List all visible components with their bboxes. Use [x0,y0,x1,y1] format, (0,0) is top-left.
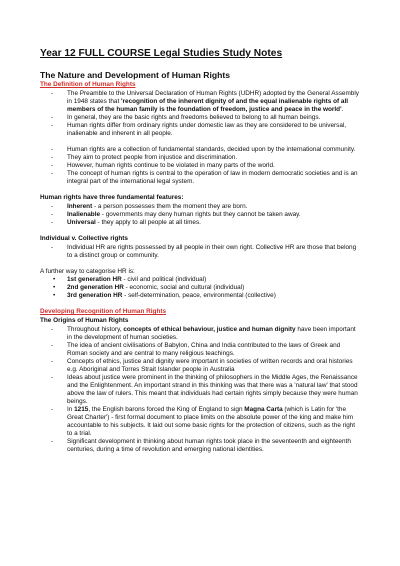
generations-list [40,276,360,300]
list-item: - However, human rights continue to be violated in many parts of the world. [40,162,360,170]
features-list [40,203,360,227]
subheading-definition: The Definition of Human Rights [40,81,136,88]
list-item: - The idea of ancient civilisations of Babylon, China and India contributed to the laws of Greek and Roman society and are central to many religious teachings. [40,342,360,358]
list-item: - In 1215, the English barons forced the King of England to sign Magna Carta (which is Latin for 'the Great Charter') - first formal document to place limits on the absolute power of the king and make him accountable to his subjects. It laid out some basic rights for the protection of citizens, such as the right to a trial. [40,406,360,438]
list-item: - Throughout history, concepts of ethical behaviour, justice and human dignity have been important in the development of human societies. [40,326,360,342]
list-item: - The concept of human rights is central to the operation of law in modern democratic societies and is an integral part of the international legal system. [40,170,360,186]
features-heading: Human rights have three fundamental features: [40,194,184,201]
list-item: • 2nd generation HR - economic, social and cultural (individual) [40,284,360,292]
list-item: - Significant development in thinking about human rights took place in the seventeenth and eighteenth centuries, during a time of revolution and emerging national identities. [40,438,360,454]
standards-list [40,146,360,186]
list-item: - Inalienable - governments may deny human rights but they cannot be taken away. [40,211,360,219]
individual-list [40,244,360,260]
list-item: - Ideas about justice were prominent in the thinking of philosophers in the Middle Ages, the Renaissance and the Enlightenment. An important strand in this thinking was that there was a 'natural law' that stood above the law of rulers. This meant that individuals had certain rights simply because they were human beings. [40,374,360,406]
list-item: • 3rd generation HR - self-determination, peace, environmental (collective) [40,292,360,300]
section-heading-nature: The Nature and Development of Human Rights [40,70,231,80]
origins-heading: The Origins of Human Rights [40,317,129,324]
section-heading-recognition: Developing Recognition of Human Rights [40,308,167,315]
list-item: • 1st generation HR - civil and political (individual) [40,276,360,284]
list-item: - In general, they are the basic rights and freedoms believed to belong to all human beings. [40,114,360,122]
list-item: - Individual HR are rights possessed by all people in their own right. Collective HR are those that belong to a distinct group or community. [40,244,360,260]
document-title: Year 12 FULL COURSE Legal Studies Study Notes [40,48,283,59]
individual-collective-heading: Individual v. Collective rights [40,235,128,242]
list-item: - Human rights are a collection of fundamental standards, decided upon by the international community. [40,146,360,154]
list-item: - Concepts of ethics, justice and dignity were important in societies of written records and oral histories e.g. Aboriginal and Torres Strait Islander people in Australia [40,358,360,374]
definition-list [40,90,360,138]
list-item: - Human rights differ from ordinary rights under domestic law as they are considered to be universal, inalienable and inherent in all people. [40,122,360,138]
origins-list [40,326,360,454]
list-item: - The Preamble to the Universal Declaration of Human Rights (UDHR) adopted by the General Assembly in 1948 states that 'recognition of the inherent dignity of and the equal inalienable rights of all members of the human family is the foundation of freedom, justice and peace in the world'. [40,90,360,114]
categorise-text: A further way to categorise HR is: [40,268,135,275]
list-item: - They aim to protect people from injustice and discrimination. [40,154,360,162]
list-item: - Universal - they apply to all people at all times. [40,219,360,227]
list-item: - Inherent - a person possesses them the moment they are born. [40,203,360,211]
